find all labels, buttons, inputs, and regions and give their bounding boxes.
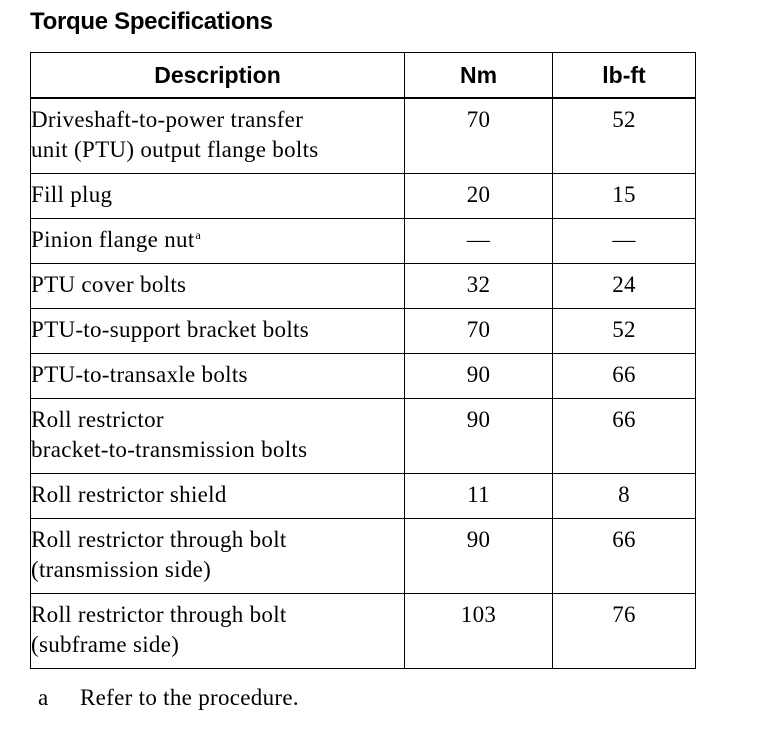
description-line	[31, 315, 404, 345]
description-cell	[31, 219, 405, 264]
lbft-value-cell: 66	[553, 519, 696, 594]
description-line	[31, 480, 404, 510]
nm-value-cell: 90	[405, 354, 553, 399]
description-text: PTU-to-transaxle bolts	[31, 362, 248, 387]
description-line	[31, 525, 404, 555]
table-row	[31, 399, 696, 474]
description-cell	[31, 309, 405, 354]
description-text: PTU cover bolts	[31, 272, 187, 297]
description-line	[31, 405, 404, 435]
description-text: Pinion flange nut	[31, 227, 195, 252]
nm-value-cell: 11	[405, 474, 553, 519]
nm-value-cell: 90	[405, 399, 553, 474]
description-text: Driveshaft-to-power transfer	[31, 107, 304, 132]
description-text: Roll restrictor through bolt	[31, 527, 287, 552]
page-title: Torque Specifications	[30, 8, 273, 35]
table-row	[31, 174, 696, 219]
lbft-value-cell: 8	[553, 474, 696, 519]
description-text: (subframe side)	[31, 632, 180, 657]
description-text: unit (PTU) output flange bolts	[31, 137, 319, 162]
description-cell	[31, 174, 405, 219]
description-line	[31, 435, 404, 465]
description-text: Roll restrictor through bolt	[31, 602, 287, 627]
description-line	[31, 555, 404, 585]
description-cell	[31, 399, 405, 474]
table-row	[31, 219, 696, 264]
header-description: Description	[31, 53, 405, 99]
description-line	[31, 105, 404, 135]
lbft-value-cell: 15	[553, 174, 696, 219]
description-text: Roll restrictor shield	[31, 482, 227, 507]
description-cell	[31, 264, 405, 309]
description-line	[31, 135, 404, 165]
footnote-reference: a	[195, 228, 202, 242]
description-text: PTU-to-support bracket bolts	[31, 317, 309, 342]
nm-value-cell: 20	[405, 174, 553, 219]
description-cell	[31, 474, 405, 519]
footnote	[38, 684, 299, 712]
description-text: (transmission side)	[31, 557, 212, 582]
description-line	[31, 360, 404, 390]
description-cell	[31, 519, 405, 594]
header-lbft: lb-ft	[553, 53, 696, 99]
table-body	[31, 98, 696, 669]
description-line	[31, 270, 404, 300]
description-text: Fill plug	[31, 182, 113, 207]
table-header-row	[31, 53, 696, 99]
table-row	[31, 474, 696, 519]
table-row	[31, 519, 696, 594]
description-line	[31, 630, 404, 660]
description-line	[31, 600, 404, 630]
lbft-value-cell: 66	[553, 354, 696, 399]
lbft-value-cell: 76	[553, 594, 696, 669]
description-line	[31, 180, 404, 210]
table-row	[31, 98, 696, 174]
lbft-value-cell: 52	[553, 98, 696, 174]
table-row	[31, 354, 696, 399]
nm-value-cell: 70	[405, 98, 553, 174]
nm-value-cell: 70	[405, 309, 553, 354]
description-cell	[31, 98, 405, 174]
description-text: Roll restrictor	[31, 407, 164, 432]
lbft-value-cell: 52	[553, 309, 696, 354]
table-row	[31, 264, 696, 309]
description-cell	[31, 354, 405, 399]
nm-value-cell: 90	[405, 519, 553, 594]
footnote-marker: a	[38, 685, 49, 710]
table-row	[31, 309, 696, 354]
lbft-value-cell: 66	[553, 399, 696, 474]
header-nm: Nm	[405, 53, 553, 99]
nm-value-cell: —	[405, 219, 553, 264]
table-row	[31, 594, 696, 669]
lbft-value-cell: 24	[553, 264, 696, 309]
footnote-text: Refer to the procedure.	[80, 685, 299, 710]
lbft-value-cell: —	[553, 219, 696, 264]
torque-spec-table	[30, 52, 696, 669]
nm-value-cell: 103	[405, 594, 553, 669]
description-text: bracket-to-transmission bolts	[31, 437, 308, 462]
nm-value-cell: 32	[405, 264, 553, 309]
description-line	[31, 225, 404, 255]
description-cell	[31, 594, 405, 669]
